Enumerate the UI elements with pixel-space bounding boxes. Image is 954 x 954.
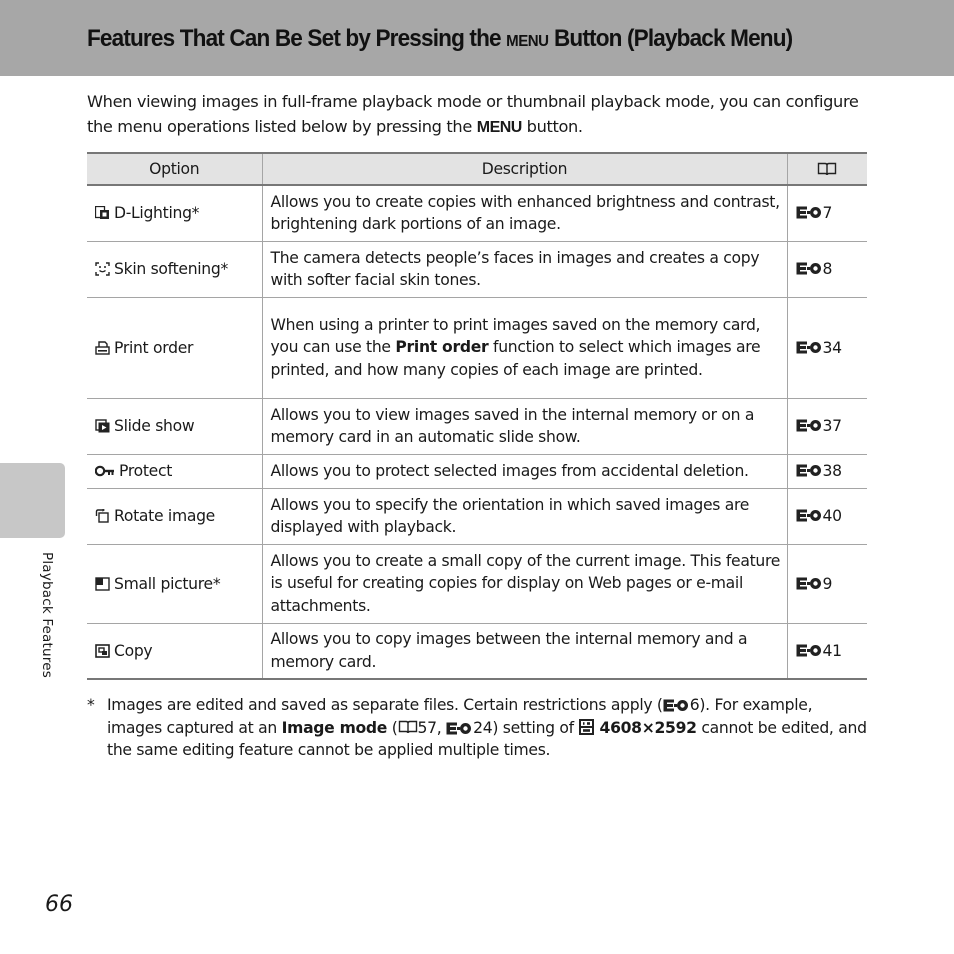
table-row xyxy=(87,297,867,398)
reference-cell: 38 xyxy=(787,454,867,488)
skin-softening-icon xyxy=(95,262,110,276)
table-header-row xyxy=(87,153,867,185)
book-icon xyxy=(817,161,837,177)
page-title: Features That Can Be Set by Pressing the MENU Button (Playback Menu) xyxy=(87,25,793,52)
description-cell: Allows you to view images saved in the internal memory or on a memory card in an automatic slide show. xyxy=(262,398,787,454)
table-row xyxy=(87,544,867,623)
option-cell: Protect xyxy=(87,454,262,488)
reference-section-icon xyxy=(796,206,822,219)
reference-section-icon xyxy=(796,577,822,590)
image-size-16-9-icon xyxy=(579,719,596,735)
table-row xyxy=(87,623,867,679)
option-cell: Copy xyxy=(87,623,262,679)
small-picture-icon xyxy=(95,577,110,591)
reference-section-icon xyxy=(796,419,822,432)
playback-menu-options-table xyxy=(87,152,867,680)
description-cell: The camera detects people’s faces in images and creates a copy with softer facial skin tones. xyxy=(262,241,787,297)
menu-button-glyph: MENU xyxy=(506,33,549,50)
reference-cell: 37 xyxy=(787,398,867,454)
reference-section-icon xyxy=(796,262,822,275)
description-cell: When using a printer to print images saved on the memory card, you can use the Print order function to select which images are printed, and how many copies of each image are printed. xyxy=(262,297,787,398)
footnote xyxy=(87,694,871,762)
page-number: 66 xyxy=(45,892,73,917)
d-lighting-icon xyxy=(95,206,110,220)
reference-section-icon xyxy=(796,341,822,354)
rotate-image-icon xyxy=(95,509,110,523)
header-option: Option xyxy=(87,153,262,185)
section-label: Playback Features xyxy=(39,552,55,678)
reference-cell: 7 xyxy=(787,185,867,241)
reference-cell: 8 xyxy=(787,241,867,297)
reference-section-icon xyxy=(796,644,822,657)
print-order-icon xyxy=(95,341,110,355)
description-cell: Allows you to create copies with enhanced brightness and contrast, brightening dark portions of an image. xyxy=(262,185,787,241)
option-cell: D-Lighting* xyxy=(87,185,262,241)
copy-icon xyxy=(95,644,110,658)
table-row xyxy=(87,454,867,488)
reference-section-icon xyxy=(663,699,689,712)
table-row xyxy=(87,185,867,241)
reference-cell: 41 xyxy=(787,623,867,679)
description-cell: Allows you to create a small copy of the current image. This feature is useful for creating copies for display on Web pages or e-mail attachments. xyxy=(262,544,787,623)
option-cell: Slide show xyxy=(87,398,262,454)
reference-section-icon xyxy=(446,722,472,735)
intro-paragraph: When viewing images in full-frame playback mode or thumbnail playback mode, you can configure the menu operations listed below by pressing the MENU button. xyxy=(87,92,859,136)
option-cell: Small picture* xyxy=(87,544,262,623)
footnote-mark: * xyxy=(87,696,95,714)
table-row xyxy=(87,488,867,544)
header-description: Description xyxy=(262,153,787,185)
footnote-text: Images are edited and saved as separate files. Certain restrictions apply ( 6). For example, images captured at an Image mode ( 57, 24) setting of 4608×2592 cannot be edited, and the same editing feature cannot be applied multiple times. xyxy=(107,696,867,759)
slide-show-icon xyxy=(95,419,110,433)
menu-button-glyph: MENU xyxy=(476,119,522,136)
reference-section-icon xyxy=(796,464,822,477)
table-row xyxy=(87,398,867,454)
table-row xyxy=(87,241,867,297)
reference-cell: 9 xyxy=(787,544,867,623)
section-side-tab xyxy=(0,463,65,538)
protect-key-icon xyxy=(95,464,115,478)
option-cell: Skin softening* xyxy=(87,241,262,297)
reference-section-icon xyxy=(796,509,822,522)
option-cell: Rotate image xyxy=(87,488,262,544)
description-cell: Allows you to copy images between the internal memory and a memory card. xyxy=(262,623,787,679)
option-cell: Print order xyxy=(87,297,262,398)
description-cell: Allows you to specify the orientation in which saved images are displayed with playback. xyxy=(262,488,787,544)
book-icon xyxy=(398,719,418,735)
description-cell: Allows you to protect selected images from accidental deletion. xyxy=(262,454,787,488)
header-reference xyxy=(787,153,867,185)
reference-cell: 40 xyxy=(787,488,867,544)
reference-cell: 34 xyxy=(787,297,867,398)
